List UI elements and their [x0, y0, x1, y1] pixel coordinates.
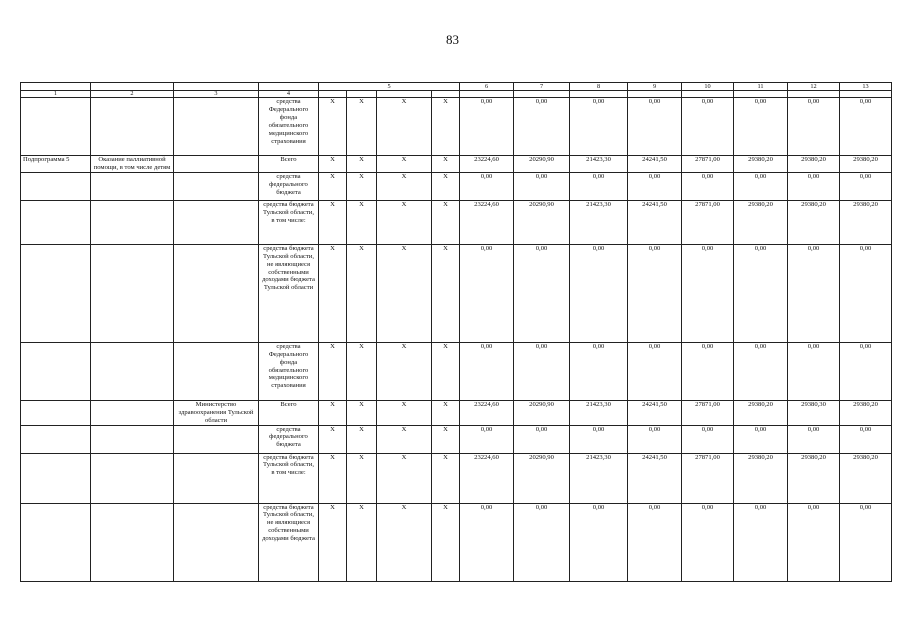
- year-value-cell: 0,00: [514, 244, 570, 342]
- funding-source-cell: средства Федерального фонда обязательного медицинского страхования: [259, 98, 319, 156]
- year-value-cell: 0,00: [570, 172, 628, 200]
- year-value-cell: 0,00: [570, 503, 628, 581]
- header-cell-7: 7: [514, 83, 570, 91]
- x-marker-cell: X: [347, 400, 377, 425]
- year-value-cell: 0,00: [628, 342, 682, 400]
- column-number-blank: [788, 91, 840, 98]
- table-row: [21, 342, 892, 400]
- year-value-cell: 0,00: [570, 98, 628, 156]
- year-value-cell: 0,00: [788, 98, 840, 156]
- x-marker-cell: X: [377, 400, 432, 425]
- executor-cell: [174, 172, 259, 200]
- year-value-cell: 0,00: [840, 172, 892, 200]
- x-marker-cell: X: [377, 453, 432, 503]
- measure-name-cell: [91, 98, 174, 156]
- year-value-cell: 0,00: [734, 342, 788, 400]
- year-value-cell: 0,00: [460, 172, 514, 200]
- year-value-cell: 0,00: [734, 425, 788, 453]
- year-value-cell: 20290,90: [514, 156, 570, 173]
- year-value-cell: 0,00: [460, 503, 514, 581]
- year-value-cell: 0,00: [682, 342, 734, 400]
- subprogram-cell: [21, 400, 91, 425]
- year-value-cell: 29380,30: [788, 400, 840, 425]
- year-value-cell: 0,00: [628, 172, 682, 200]
- x-marker-cell: X: [432, 156, 460, 173]
- year-value-cell: 0,00: [788, 503, 840, 581]
- year-value-cell: 24241,50: [628, 156, 682, 173]
- subprogram-cell: Подпрограмма 5: [21, 156, 91, 173]
- year-value-cell: 0,00: [788, 244, 840, 342]
- table-row: [21, 425, 892, 453]
- executor-cell: [174, 156, 259, 173]
- x-marker-cell: X: [319, 244, 347, 342]
- year-value-cell: 0,00: [570, 244, 628, 342]
- funding-source-cell: Всего: [259, 400, 319, 425]
- header-cell-10: 10: [682, 83, 734, 91]
- year-value-cell: 0,00: [460, 98, 514, 156]
- measure-name-cell: [91, 200, 174, 244]
- measure-name-cell: Оказание паллиативной помощи, в том числе детям: [91, 156, 174, 173]
- year-value-cell: 0,00: [734, 98, 788, 156]
- year-value-cell: 29380,20: [734, 400, 788, 425]
- column-number-1: 1: [21, 91, 91, 98]
- table-row: [21, 453, 892, 503]
- year-value-cell: 0,00: [788, 172, 840, 200]
- table-row: [21, 172, 892, 200]
- year-value-cell: 0,00: [628, 244, 682, 342]
- column-number-3: 3: [174, 91, 259, 98]
- header-row: [21, 83, 892, 91]
- year-value-cell: 0,00: [514, 342, 570, 400]
- column-number-blank: [628, 91, 682, 98]
- x-marker-cell: X: [377, 244, 432, 342]
- x-marker-cell: X: [319, 98, 347, 156]
- x-marker-cell: X: [377, 156, 432, 173]
- x-marker-cell: X: [432, 400, 460, 425]
- executor-cell: [174, 200, 259, 244]
- funding-source-cell: Всего: [259, 156, 319, 173]
- x-marker-cell: X: [347, 453, 377, 503]
- funding-source-cell: средства Федерального фонда обязательного медицинского страхования: [259, 342, 319, 400]
- year-value-cell: 0,00: [840, 503, 892, 581]
- x-marker-cell: X: [319, 503, 347, 581]
- table-row: [21, 98, 892, 156]
- header-cell-13: 13: [840, 83, 892, 91]
- x-marker-cell: X: [347, 425, 377, 453]
- x-marker-cell: X: [377, 98, 432, 156]
- column-number-blank: [734, 91, 788, 98]
- year-value-cell: 0,00: [570, 342, 628, 400]
- header-cell-blank: [174, 83, 259, 91]
- x-marker-cell: X: [432, 503, 460, 581]
- x-marker-cell: X: [319, 453, 347, 503]
- x-marker-cell: X: [432, 244, 460, 342]
- year-value-cell: 0,00: [840, 342, 892, 400]
- executor-cell: [174, 453, 259, 503]
- subprogram-cell: [21, 453, 91, 503]
- year-value-cell: 23224,60: [460, 156, 514, 173]
- year-value-cell: 21423,30: [570, 400, 628, 425]
- x-marker-cell: X: [319, 400, 347, 425]
- column-number-2: 2: [91, 91, 174, 98]
- x-marker-cell: X: [319, 342, 347, 400]
- x-marker-cell: X: [377, 342, 432, 400]
- year-value-cell: 0,00: [460, 244, 514, 342]
- column-number-4: 4: [259, 91, 319, 98]
- column-number-blank: [377, 91, 432, 98]
- year-value-cell: 0,00: [682, 172, 734, 200]
- year-value-cell: 27871,00: [682, 453, 734, 503]
- x-marker-cell: X: [377, 200, 432, 244]
- year-value-cell: 29380,20: [840, 156, 892, 173]
- year-value-cell: 20290,90: [514, 400, 570, 425]
- subprogram-cell: [21, 244, 91, 342]
- header-cell-6: 6: [460, 83, 514, 91]
- funding-source-cell: средства бюджета Тульской области, не являющиеся собственными доходами бюджета Тульской области: [259, 244, 319, 342]
- year-value-cell: 29380,20: [788, 156, 840, 173]
- year-value-cell: 0,00: [514, 172, 570, 200]
- year-value-cell: 0,00: [514, 425, 570, 453]
- year-value-cell: 0,00: [514, 503, 570, 581]
- page-number: 83: [446, 32, 459, 47]
- year-value-cell: 29380,20: [788, 453, 840, 503]
- year-value-cell: 29380,20: [840, 200, 892, 244]
- year-value-cell: 21423,30: [570, 156, 628, 173]
- year-value-cell: 0,00: [840, 425, 892, 453]
- executor-cell: [174, 503, 259, 581]
- x-marker-cell: X: [377, 425, 432, 453]
- header-cell-blank: [21, 83, 91, 91]
- year-value-cell: 29380,20: [734, 156, 788, 173]
- year-value-cell: 23224,60: [460, 400, 514, 425]
- column-number-blank: [319, 91, 347, 98]
- funding-source-cell: средства бюджета Тульской области, в том числе:: [259, 453, 319, 503]
- measure-name-cell: [91, 425, 174, 453]
- x-marker-cell: X: [347, 342, 377, 400]
- table-row: [21, 244, 892, 342]
- x-marker-cell: X: [432, 342, 460, 400]
- column-number-row: [21, 91, 892, 98]
- year-value-cell: 0,00: [682, 244, 734, 342]
- funding-source-cell: средства федерального бюджета: [259, 425, 319, 453]
- subprogram-cell: [21, 98, 91, 156]
- x-marker-cell: X: [432, 172, 460, 200]
- header-cell-12: 12: [788, 83, 840, 91]
- measure-name-cell: [91, 503, 174, 581]
- subprogram-cell: [21, 425, 91, 453]
- measure-name-cell: [91, 172, 174, 200]
- x-marker-cell: X: [347, 200, 377, 244]
- year-value-cell: 23224,60: [460, 200, 514, 244]
- measure-name-cell: [91, 342, 174, 400]
- measure-name-cell: [91, 244, 174, 342]
- year-value-cell: 29380,20: [840, 400, 892, 425]
- x-marker-cell: X: [347, 503, 377, 581]
- header-cell-blank: [91, 83, 174, 91]
- column-number-blank: [514, 91, 570, 98]
- x-marker-cell: X: [319, 425, 347, 453]
- x-marker-cell: X: [319, 156, 347, 173]
- year-value-cell: 0,00: [460, 342, 514, 400]
- subprogram-cell: [21, 503, 91, 581]
- funding-source-cell: средства федерального бюджета: [259, 172, 319, 200]
- year-value-cell: 0,00: [460, 425, 514, 453]
- column-number-blank: [682, 91, 734, 98]
- column-number-blank: [347, 91, 377, 98]
- year-value-cell: 0,00: [570, 425, 628, 453]
- year-value-cell: 0,00: [840, 244, 892, 342]
- executor-cell: Министерство здравоохранения Тульской области: [174, 400, 259, 425]
- subprogram-cell: [21, 172, 91, 200]
- executor-cell: [174, 98, 259, 156]
- column-number-blank: [840, 91, 892, 98]
- x-marker-cell: X: [432, 453, 460, 503]
- table-row: [21, 503, 892, 581]
- year-value-cell: 0,00: [628, 503, 682, 581]
- x-marker-cell: X: [377, 503, 432, 581]
- year-value-cell: 0,00: [734, 172, 788, 200]
- column-number-blank: [432, 91, 460, 98]
- funding-source-cell: средства бюджета Тульской области, в том числе:: [259, 200, 319, 244]
- year-value-cell: 24241,50: [628, 200, 682, 244]
- x-marker-cell: X: [377, 172, 432, 200]
- executor-cell: [174, 342, 259, 400]
- year-value-cell: 29380,20: [734, 453, 788, 503]
- year-value-cell: 29380,20: [840, 453, 892, 503]
- x-marker-cell: X: [347, 172, 377, 200]
- x-marker-cell: X: [347, 244, 377, 342]
- year-value-cell: 21423,30: [570, 453, 628, 503]
- year-value-cell: 23224,60: [460, 453, 514, 503]
- year-value-cell: 24241,50: [628, 400, 682, 425]
- year-value-cell: 21423,30: [570, 200, 628, 244]
- x-marker-cell: X: [347, 98, 377, 156]
- year-value-cell: 0,00: [788, 342, 840, 400]
- year-value-cell: 27871,00: [682, 400, 734, 425]
- year-value-cell: 0,00: [682, 98, 734, 156]
- table-row: [21, 400, 892, 425]
- year-value-cell: 29380,20: [734, 200, 788, 244]
- header-cell-9: 9: [628, 83, 682, 91]
- year-value-cell: 0,00: [840, 98, 892, 156]
- subprogram-cell: [21, 200, 91, 244]
- x-marker-cell: X: [347, 156, 377, 173]
- column-number-blank: [460, 91, 514, 98]
- year-value-cell: 20290,90: [514, 200, 570, 244]
- subprogram-cell: [21, 342, 91, 400]
- year-value-cell: 27871,00: [682, 200, 734, 244]
- year-value-cell: 0,00: [682, 425, 734, 453]
- year-value-cell: 0,00: [514, 98, 570, 156]
- year-value-cell: 0,00: [734, 503, 788, 581]
- x-marker-cell: X: [432, 200, 460, 244]
- measure-name-cell: [91, 400, 174, 425]
- year-value-cell: 0,00: [628, 98, 682, 156]
- x-marker-cell: X: [319, 200, 347, 244]
- header-cell-8: 8: [570, 83, 628, 91]
- year-value-cell: 0,00: [734, 244, 788, 342]
- year-value-cell: 0,00: [788, 425, 840, 453]
- header-cell-blank: [259, 83, 319, 91]
- header-cell-11: 11: [734, 83, 788, 91]
- x-marker-cell: X: [432, 425, 460, 453]
- header-cell-5: 5: [319, 83, 460, 91]
- funding-source-cell: средства бюджета Тульской области, не являющиеся собственными доходами бюджета: [259, 503, 319, 581]
- year-value-cell: 0,00: [682, 503, 734, 581]
- measure-name-cell: [91, 453, 174, 503]
- year-value-cell: 0,00: [628, 425, 682, 453]
- year-value-cell: 24241,50: [628, 453, 682, 503]
- table-row: [21, 200, 892, 244]
- table-row: [21, 156, 892, 173]
- year-value-cell: 20290,90: [514, 453, 570, 503]
- executor-cell: [174, 244, 259, 342]
- year-value-cell: 27871,00: [682, 156, 734, 173]
- x-marker-cell: X: [432, 98, 460, 156]
- x-marker-cell: X: [319, 172, 347, 200]
- executor-cell: [174, 425, 259, 453]
- budget-table: [20, 82, 892, 582]
- year-value-cell: 29380,20: [788, 200, 840, 244]
- column-number-blank: [570, 91, 628, 98]
